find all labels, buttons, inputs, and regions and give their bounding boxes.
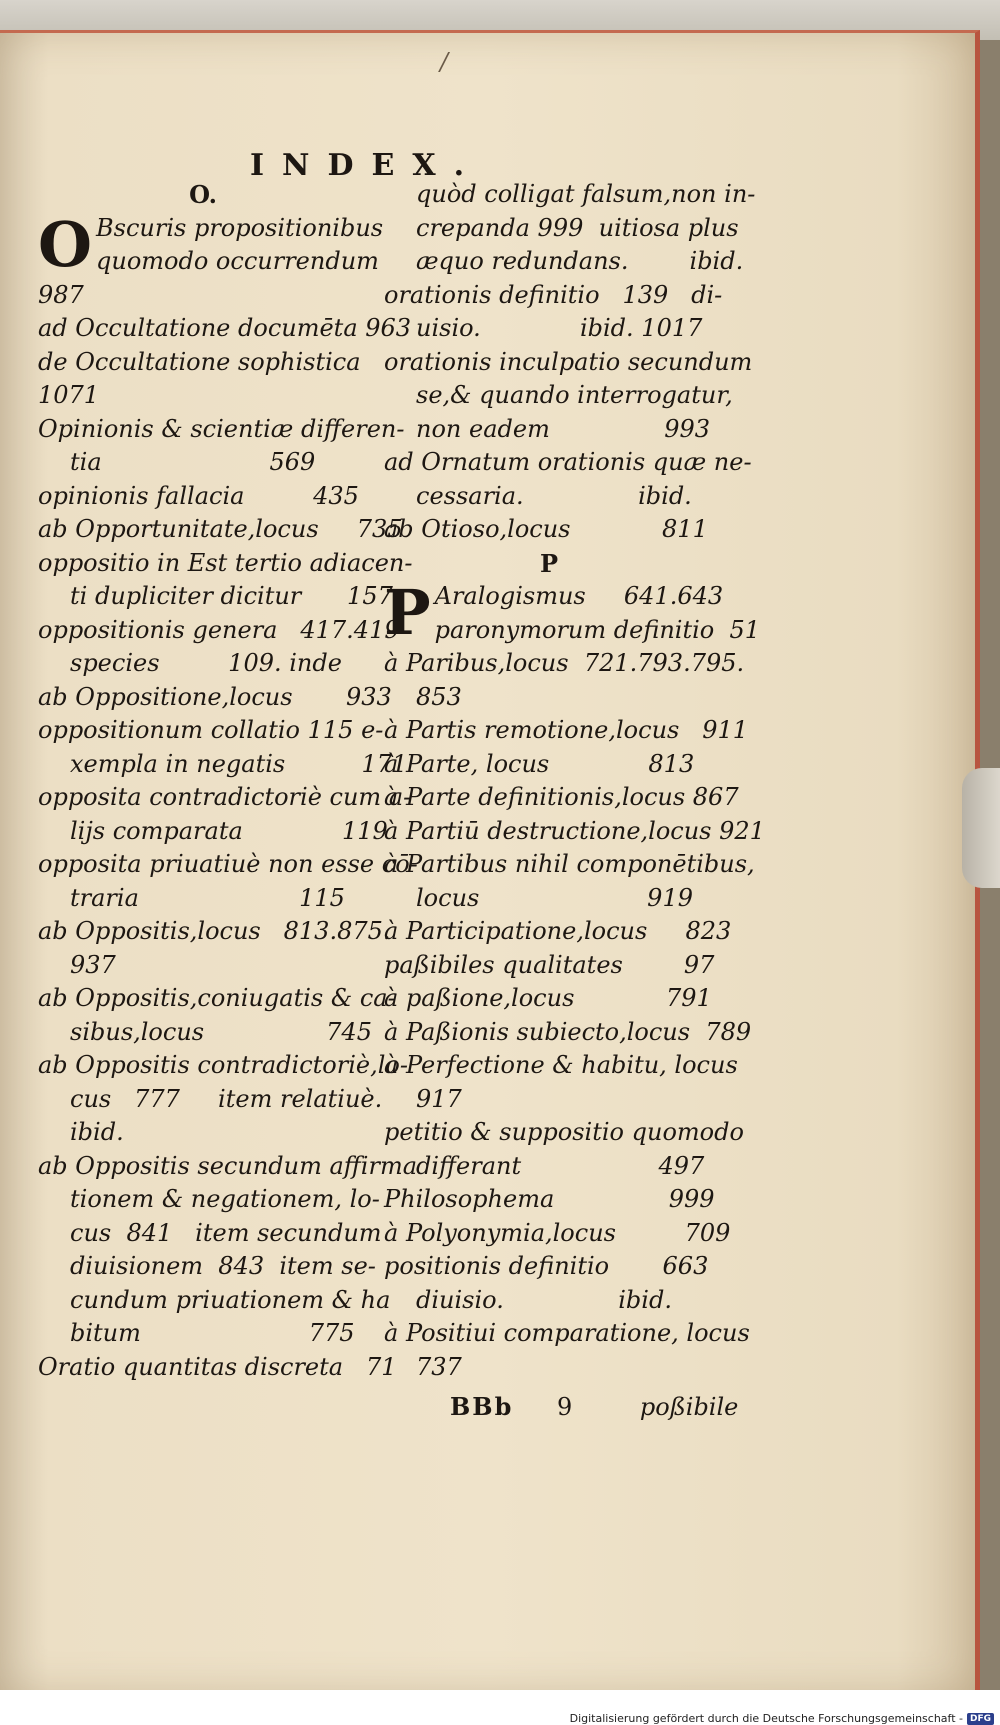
index-entry — [38, 915, 391, 949]
index-entry — [38, 379, 368, 413]
index-entry — [384, 413, 714, 447]
signature-number: 9 — [557, 1393, 573, 1421]
index-entry — [384, 1250, 714, 1284]
entry-text: Bscuris propositionibus — [96, 213, 384, 242]
index-entry — [38, 949, 368, 983]
entry-text: positionis definitio 663 — [384, 1252, 709, 1280]
entry-text: ab Oppositis,coniugatis & ca- — [38, 984, 396, 1012]
index-entry — [38, 1116, 368, 1150]
index-entry — [384, 212, 739, 246]
entry-text: à Parte, locus 813 — [384, 749, 695, 778]
entry-text: ab Oppositis secundum affirma — [38, 1151, 418, 1180]
entry-text: 917 — [416, 1084, 462, 1113]
entry-text: à Partibus nihil componētibus, — [384, 850, 755, 878]
entry-text: quòd colligat falsum,non in- — [416, 180, 756, 208]
entry-text: ad Occultatione documēta 963 — [38, 314, 412, 342]
dfg-logo-icon: DFG — [967, 1713, 994, 1725]
entry-text: sibus,locus 745 — [70, 1017, 372, 1046]
index-entry — [38, 480, 368, 514]
drop-cap: P — [384, 576, 431, 649]
index-entry — [38, 681, 392, 715]
entry-text: ab Otioso,locus 811 — [384, 515, 708, 543]
entry-text: se,& quando interrogatur, — [416, 381, 733, 409]
index-entry — [384, 245, 744, 279]
index-column-right — [384, 178, 765, 1384]
entry-text: 853 — [416, 682, 462, 711]
index-entry — [384, 1351, 714, 1385]
entry-text: opinionis fallacia 435 — [38, 481, 359, 510]
index-entry — [38, 781, 412, 815]
entry-text: Philosophema 999 — [384, 1185, 715, 1213]
index-entry — [38, 580, 393, 614]
entry-text: 937 — [70, 950, 116, 979]
entry-text: cus 841 item secundum — [70, 1218, 382, 1247]
index-entry — [38, 1317, 368, 1351]
entry-text: cessaria. ibid. — [416, 481, 692, 510]
entry-text: ti dupliciter dicitur 157 — [70, 582, 393, 610]
entry-text: Aralogismus 641.643 — [434, 582, 724, 610]
index-entry — [384, 848, 755, 882]
entry-text: cus 777 item relatiuè. — [70, 1084, 383, 1113]
entry-text: ibid. — [70, 1118, 124, 1146]
entry-text: æquo redundans. ibid. — [416, 247, 744, 275]
entry-text: bitum 775 — [70, 1319, 355, 1347]
index-entry — [384, 982, 714, 1016]
index-entry — [38, 1150, 418, 1184]
index-entry — [384, 178, 756, 212]
index-entry — [38, 1049, 408, 1083]
entry-text: paronymorum definitio 51 — [434, 615, 761, 644]
index-entry — [38, 1217, 382, 1251]
index-entry — [38, 1183, 380, 1217]
page-title: INDEX. — [250, 148, 483, 183]
index-entry — [38, 1250, 376, 1284]
entry-text: oppositionum collatio 115 e- — [38, 716, 384, 744]
index-entry — [38, 1016, 372, 1050]
index-entry — [384, 781, 739, 815]
index-entry — [38, 446, 368, 480]
index-entry — [38, 1284, 391, 1318]
index-entry — [384, 480, 714, 514]
index-entry — [38, 279, 368, 313]
index-entry — [384, 346, 753, 380]
entry-text: Oratio quantitas discreta 71 — [38, 1352, 397, 1381]
entry-text: à Positiui comparatione, locus — [384, 1319, 750, 1347]
entry-text: 1071 — [38, 381, 100, 409]
entry-text: xempla in negatis 171 — [70, 749, 408, 778]
entry-text: ab Oppositione,locus 933 — [38, 682, 392, 711]
entry-text: species 109. inde — [70, 649, 342, 677]
entry-text: tionem & negationem, lo- — [70, 1185, 380, 1213]
entry-text: P — [539, 548, 559, 578]
entry-text: orationis inculpatio secundum — [384, 347, 753, 376]
signature-mark: BBb — [450, 1392, 514, 1421]
index-entry — [38, 513, 403, 547]
entry-text: orationis definitio 139 di- — [384, 280, 723, 309]
section-letter — [38, 178, 368, 212]
page-clip — [962, 768, 1000, 888]
entry-text: à Partis remotione,locus 911 — [384, 716, 749, 744]
entry-text: diuisio. ibid. — [416, 1285, 672, 1314]
index-entry — [38, 413, 405, 447]
entry-text: lijs comparata 119 — [70, 816, 388, 845]
index-entry — [384, 915, 732, 949]
entry-text: oppositio in Est tertio adiacen- — [38, 548, 413, 577]
index-entry — [384, 1150, 714, 1184]
index-entry — [384, 949, 714, 983]
entry-text: de Occultatione sophistica — [38, 347, 361, 376]
index-entry — [38, 547, 413, 581]
index-entry — [384, 1317, 750, 1351]
entry-text: differant 497 — [416, 1151, 705, 1180]
index-entry — [38, 614, 400, 648]
entry-text: à Participatione,locus 823 — [384, 917, 732, 945]
index-entry — [38, 882, 368, 916]
entry-text: à paßione,locus 791 — [384, 984, 712, 1012]
index-entry — [384, 446, 752, 480]
entry-text: à Paßionis subiecto,locus 789 — [384, 1017, 752, 1046]
entry-text: crepanda 999 uitiosa plus — [416, 213, 739, 242]
entry-text: à Parte definitionis,locus 867 — [384, 783, 739, 811]
entry-text: à Polyonymia,locus 709 — [384, 1218, 731, 1247]
index-entry — [38, 982, 396, 1016]
section-letter — [384, 547, 714, 581]
entry-text: non eadem 993 — [416, 414, 711, 443]
entry-text: O. — [189, 180, 217, 209]
index-column-left — [38, 178, 418, 1384]
index-entry — [38, 647, 368, 681]
entry-text: locus 919 — [416, 883, 693, 912]
index-entry — [38, 748, 408, 782]
entry-text: petitio & suppositio quomodo — [384, 1118, 744, 1146]
index-entry — [384, 882, 714, 916]
entry-text: à Partiū destructione,locus 921 — [384, 816, 765, 845]
entry-text: ab Oppositis contradictoriè,lo- — [38, 1051, 408, 1079]
digitization-credit — [570, 1712, 994, 1725]
index-entry — [384, 1284, 714, 1318]
index-entry — [38, 848, 418, 882]
entry-text: cundum priuationem & ha — [70, 1285, 391, 1314]
index-entry — [38, 815, 388, 849]
entry-text: opposita priuatiuè non esse cō- — [38, 850, 418, 878]
index-entry — [384, 714, 749, 748]
index-entry — [384, 681, 714, 715]
index-entry — [384, 1083, 714, 1117]
entry-text: quomodo occurrendum — [96, 247, 379, 275]
drop-cap: O — [38, 207, 93, 281]
index-entry — [38, 1083, 383, 1117]
entry-text: traria 115 — [70, 883, 345, 912]
credit-text: Digitalisierung gefördert durch die Deutsche Forschungsgemeinschaft - — [569, 1712, 963, 1725]
catchword: poßibile — [639, 1393, 739, 1421]
index-entry — [38, 346, 368, 380]
entry-text: à Perfectione & habitu, locus — [384, 1051, 738, 1079]
entry-text: 987 — [38, 280, 84, 309]
entry-text: ab Oppositis,locus 813.875. — [38, 917, 391, 945]
index-entry — [384, 1183, 714, 1217]
index-entry — [384, 815, 765, 849]
entry-text: uisio. ibid. 1017 — [416, 314, 703, 342]
entry-text: tia 569 — [70, 448, 316, 476]
entry-text: ab Opportunitate,locus 735 — [38, 515, 403, 543]
index-entry — [384, 279, 723, 313]
index-entry — [384, 1217, 731, 1251]
index-entry — [384, 1049, 738, 1083]
index-entry — [38, 714, 384, 748]
page-footer — [450, 1392, 738, 1421]
entry-text: 737 — [416, 1352, 462, 1381]
index-entry — [384, 1016, 752, 1050]
margin-mark: / — [440, 48, 449, 76]
entry-text: paßibiles qualitates 97 — [384, 950, 715, 979]
entry-text: à Paribus,locus 721.793.795. — [384, 649, 745, 677]
index-entry — [384, 748, 714, 782]
index-entry — [38, 312, 412, 346]
index-entry — [384, 379, 733, 413]
entry-text: Opinionis & scientiæ differen- — [38, 414, 405, 443]
index-entry — [384, 1116, 744, 1150]
index-entry — [38, 1351, 397, 1385]
index-entry — [384, 513, 714, 547]
index-entry — [384, 614, 761, 648]
entry-text: oppositionis genera 417.419 — [38, 615, 400, 644]
entry-text: ad Ornatum orationis quæ ne- — [384, 448, 752, 476]
index-entry — [384, 312, 714, 346]
entry-text: opposita contradictoriè cum a- — [38, 783, 412, 811]
entry-text: diuisionem 843 item se- — [70, 1252, 376, 1280]
index-entry — [384, 647, 745, 681]
